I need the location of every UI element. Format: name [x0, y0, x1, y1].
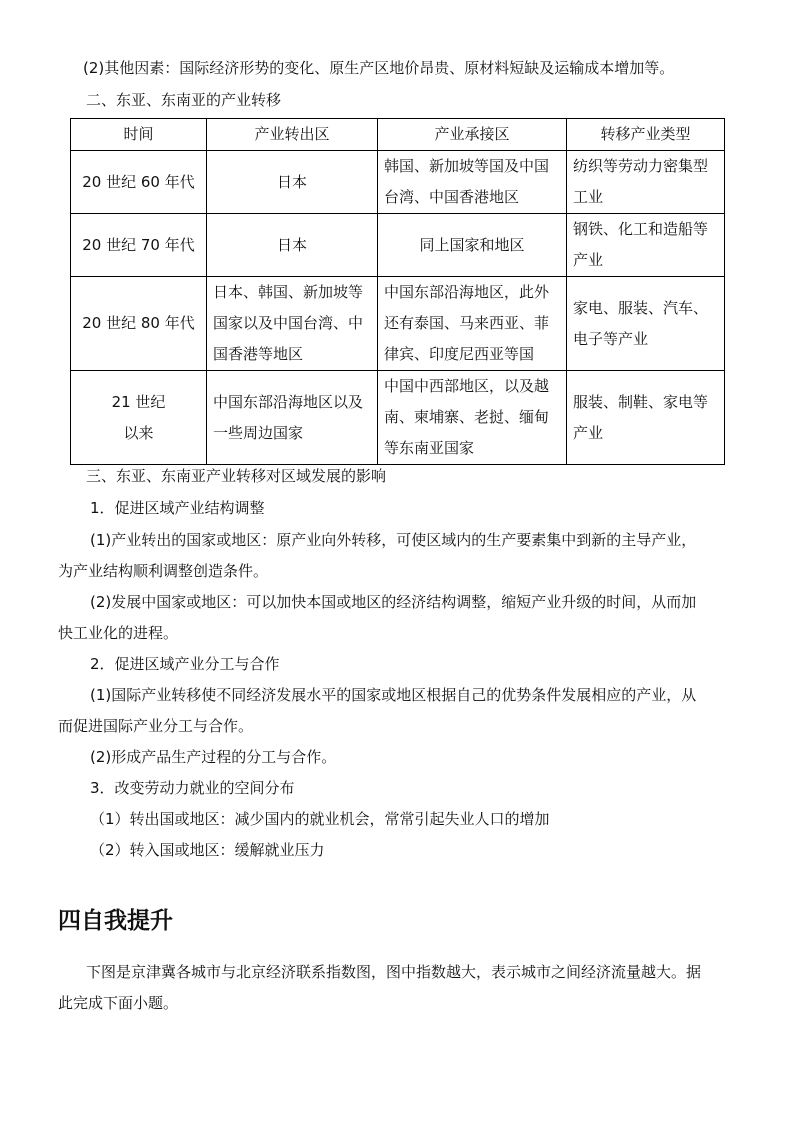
point2-title: 2．促进区域产业分工与合作 — [90, 655, 280, 673]
cell-transfer-out: 日本、韩国、新加坡等国家以及中国台湾、中国香港等地区 — [207, 277, 378, 371]
point2a-line2: 而促进国际产业分工与合作。 — [58, 717, 254, 735]
section4-intro-line1: 下图是京津冀各城市与北京经济联系指数图，图中指数越大，表示城市之间经济流量越大。据 — [86, 963, 702, 981]
table-header-row — [71, 119, 725, 151]
point1a-line2: 为产业结构顺利调整创造条件。 — [58, 562, 269, 580]
cell-time-line1: 21 世纪 — [111, 392, 166, 411]
cell-transfer-in: 韩国、新加坡等国及中国台湾、中国香港地区 — [378, 151, 567, 214]
cell-time-line2: 以来 — [123, 423, 154, 442]
header-industry-type: 转移产业类型 — [567, 119, 725, 151]
point3-title: 3．改变劳动力就业的空间分布 — [90, 779, 295, 797]
cell-time: 20 世纪 60 年代 — [71, 151, 207, 214]
cell-time — [71, 371, 207, 465]
point1-title: 1．促进区域产业结构调整 — [90, 499, 265, 517]
other-factors-paragraph: (2)其他因素：国际经济形势的变化、原生产区地价昂贵、原材料短缺及运输成本增加等。 — [83, 59, 675, 77]
header-transfer-out: 产业转出区 — [207, 119, 378, 151]
point1b-line1: (2)发展中国家或地区：可以加快本国或地区的经济结构调整，缩短产业升级的时间，从而加 — [90, 593, 697, 611]
cell-transfer-out: 中国东部沿海地区以及一些周边国家 — [207, 371, 378, 465]
table-row — [71, 277, 725, 371]
cell-industry-type: 服装、制鞋、家电等产业 — [567, 371, 725, 465]
cell-transfer-in: 中国东部沿海地区，此外还有泰国、马来西亚、菲律宾、印度尼西亚等国 — [378, 277, 567, 371]
table-row — [71, 151, 725, 214]
cell-time: 20 世纪 70 年代 — [71, 214, 207, 277]
cell-transfer-in: 同上国家和地区 — [378, 214, 567, 277]
cell-transfer-in: 中国中西部地区，以及越南、柬埔寨、老挝、缅甸等东南亚国家 — [378, 371, 567, 465]
section4-intro-line2: 此完成下面小题。 — [58, 994, 179, 1012]
table-row — [71, 371, 725, 465]
point2b: (2)形成产品生产过程的分工与合作。 — [90, 748, 337, 766]
point1b-line2: 快工业化的进程。 — [58, 624, 179, 642]
cell-industry-type: 纺织等劳动力密集型工业 — [567, 151, 725, 214]
section4-heading: 四自我提升 — [58, 908, 173, 934]
section3-title: 三、东亚、东南亚产业转移对区域发展的影响 — [86, 467, 387, 485]
cell-transfer-out: 日本 — [207, 151, 378, 214]
header-transfer-in: 产业承接区 — [378, 119, 567, 151]
cell-time: 20 世纪 80 年代 — [71, 277, 207, 371]
industry-transfer-table — [70, 118, 725, 465]
point3b: （2）转入国或地区：缓解就业压力 — [90, 841, 325, 859]
section2-title: 二、东亚、东南亚的产业转移 — [86, 91, 282, 109]
table-row — [71, 214, 725, 277]
point1a-line1: (1)产业转出的国家或地区：原产业向外转移，可使区域内的生产要素集中到新的主导产业， — [90, 531, 697, 549]
cell-industry-type: 家电、服装、汽车、电子等产业 — [567, 277, 725, 371]
cell-transfer-out: 日本 — [207, 214, 378, 277]
point2a-line1: (1)国际产业转移使不同经济发展水平的国家或地区根据自己的优势条件发展相应的产业，从 — [90, 686, 697, 704]
cell-industry-type: 钢铁、化工和造船等产业 — [567, 214, 725, 277]
point3a: （1）转出国或地区：减少国内的就业机会，常常引起失业人口的增加 — [90, 810, 550, 828]
header-time: 时间 — [71, 119, 207, 151]
